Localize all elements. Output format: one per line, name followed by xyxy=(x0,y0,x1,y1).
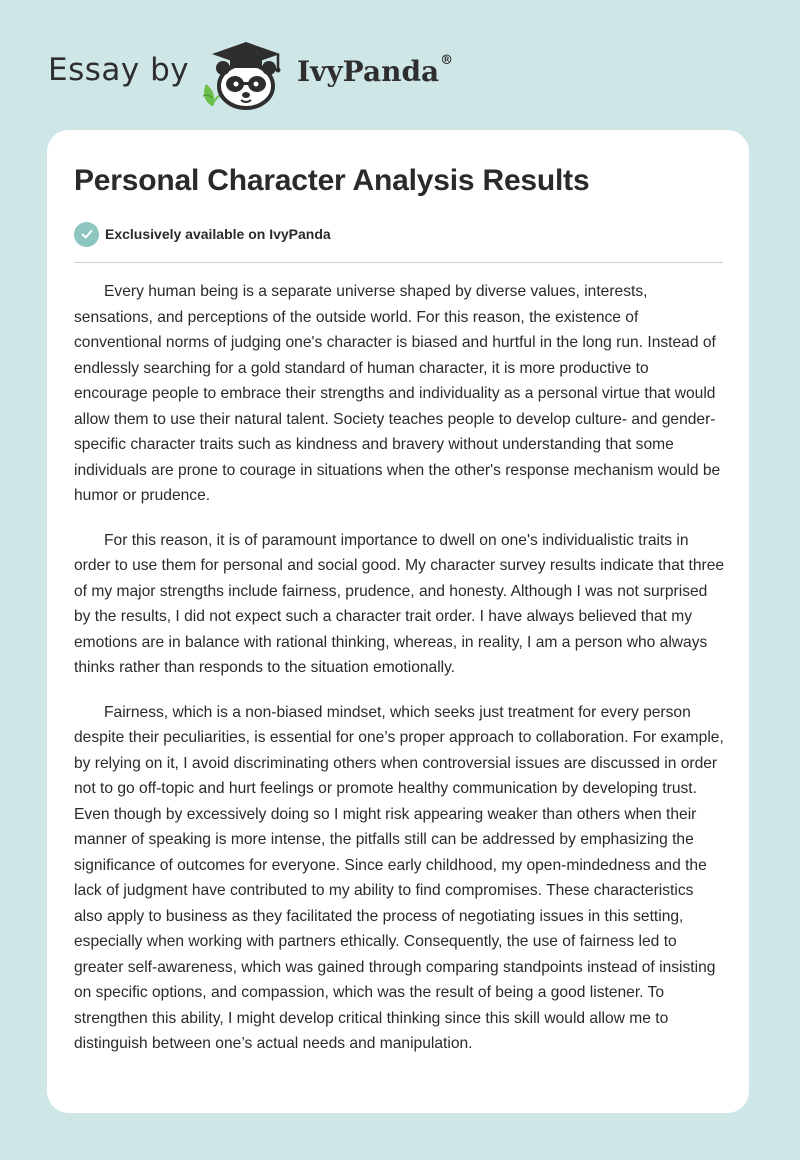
badge-label: Exclusively available on IvyPanda xyxy=(105,226,331,242)
paragraph: For this reason, it is of paramount importance to dwell on one's individualistic traits in order to use them for personal and social good. My character survey results indicate that three of my major strengths include fairness, prudence, and honesty. Although I was not surprised by the results, I did not expect such a character trait order. I have always believed that my emotions are in balance with rational thinking, whereas, in reality, I am a person who always thinks rather than responds to the situation emotionally. xyxy=(74,531,725,676)
registered-mark: ® xyxy=(440,53,454,68)
divider xyxy=(74,262,723,263)
brand-label: IvyPanda xyxy=(297,55,440,88)
check-icon xyxy=(74,222,99,247)
exclusive-badge xyxy=(74,221,331,247)
site-header xyxy=(0,0,800,130)
essay-card xyxy=(47,130,749,1113)
paragraph: Fairness, which is a non-biased mindset, which seeks just treatment for every person despite their peculiarities, is essential for one’s proper approach to collaboration. For example, by relying on it, I avoid discriminating others when controversial issues are discussed in order not to go off-topic and hurt feelings or promote healthy communication by developing trust. Even though by excessively doing so I might risk appearing weaker than others when their manner of speaking is more intense, the pitfalls still can be addressed by emphasizing the significance of outcomes for everyone. Since early childhood, my open-mindedness and the lack of judgment have contributed to my ability to find compromises. These characteristics also apply to business as they facilitated the process of negotiating issues in this setting, especially when working with partners ethically. Consequently, the use of fairness led to greater self-awareness, which was gained through comparing standpoints instead of insisting on specific options, and compassion, which was the result of being a good listener. To strengthen this ability, I might develop critical thinking since this skill would allow me to distinguish between one’s actual needs and manipulation. xyxy=(74,703,724,1052)
paragraph: Every human being is a separate universe shaped by diverse values, interests, sensations, and perceptions of the outside world. For this reason, the existence of conventional norms of judging one's character is biased and hurtful in the long run. Instead of endlessly searching for a gold standard of human character, it is more productive to encourage people to embrace their strengths and individuality as a personal virtue that would allow them to use their natural talent. Society teaches people to develop culture- and gender-specific character traits such as kindness and bravery without understanding that some individuals are prone to courage in situations when the other's response mechanism would be humor or prudence. xyxy=(74,283,721,504)
ivypanda-logo-icon[interactable] xyxy=(198,36,294,110)
brand-name[interactable] xyxy=(297,55,453,88)
page-title: Personal Character Analysis Results xyxy=(74,164,590,197)
essay-body xyxy=(74,279,726,1076)
essay-by-label: Essay by xyxy=(48,52,190,88)
